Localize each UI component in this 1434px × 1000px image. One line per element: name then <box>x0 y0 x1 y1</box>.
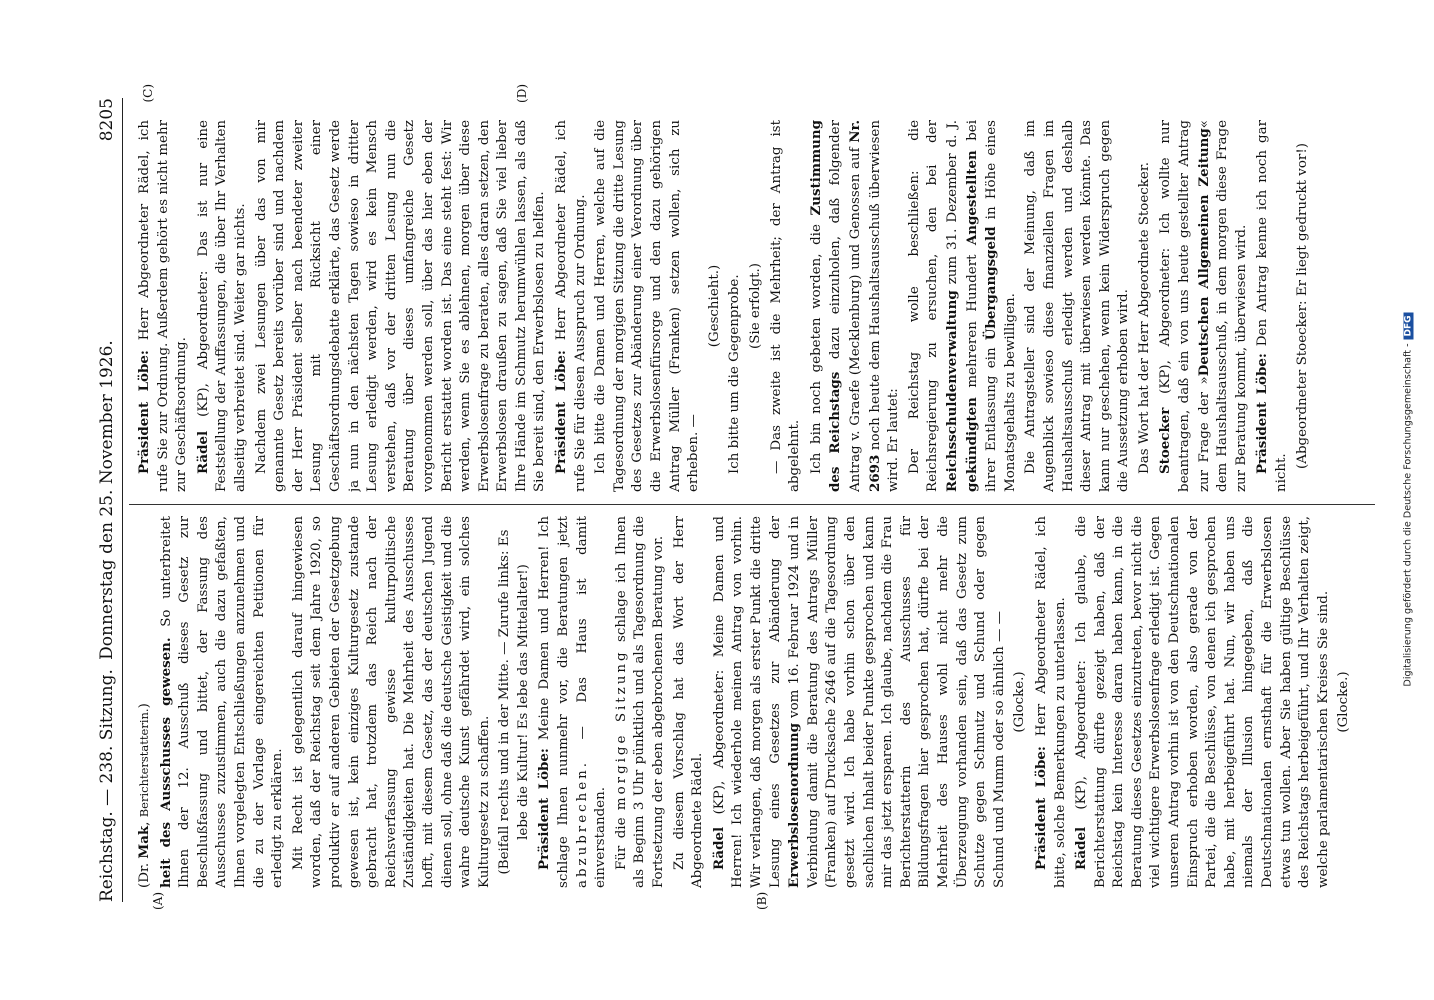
right-column-paragraph: Das Wort hat der Herr Abgeordnete Stoecker. <box>1136 161 1152 474</box>
right-column-paragraph: Der Reichstag wolle beschließen: die Reichsregierung zu ersuchen, den bei der Reichsschuldenverwaltung zum 31. Dezember d. J. gekündigten mehreren Hundert Angestellten bei ihrer Entlassung ein Übergangsgeld in Höhe eines Monatsgehalts zu bewilligen. <box>906 120 1018 492</box>
page-header <box>95 98 125 902</box>
right-column-paragraph: (Geschieht.) <box>706 264 722 348</box>
left-column-paragraph: (Dr. Mak, Berichterstatterin.) <box>136 703 152 888</box>
right-column-paragraph: Rädel (KP), Abgeordneter: Das ist nur eine Feststellung der Auffassungen, die über Ihr Verhalten allseitig verbreitet sind. Weiter gar nichts. <box>194 120 248 492</box>
margin-label-c: (C) <box>141 84 155 103</box>
right-column-paragraph: Ich bitte die Damen und Herren, welche auf die Tagesordnung der morgigen Sitzung die dritte Lesung des Gesetzes zur Abänderung einer Verordnung über die Erwerbslosenfürsorge und den dazu gehörigen Antrag Müller (Franken) setzen wollen, sich zu erheben. — <box>593 120 702 492</box>
left-column-paragraph: Rädel (KP), Abgeordneter: Ich glaube, die Berichterstattung dürfte gezeigt haben, daß der Reichstag kein Interesse daran haben kann, in die Beratung dieses Gesetzes einzutreten, bevor nicht die viel wichtigere Erwerbslosenfrage erledigt ist. Gegen unseren Antrag vorhin ist von den Deutschnationalen Einspruch erhoben worden, also gerade von der Partei, die die Beschlüsse, von denen ich gesprochen habe, mit herbeigeführt hat. Nun, wir haben uns niemals der Illusion hingegeben, daß die Deutschnationalen ernsthaft für die Erwerbslosen etwas tun wollen. Aber Sie haben gültige Beschlüsse des Reichstags herbeigeführt, und Ihr Verhalten zeigt, welche parlamentarischen Kreises Sie sind. <box>1073 516 1331 888</box>
credit-text: Digitalisierung gefördert durch die Deutsche Forschungsgemeinschaft - <box>1402 343 1414 687</box>
left-column <box>135 516 1381 888</box>
left-column-paragraph: Präsident Löbe: Meine Damen und Herren! Ich schlage Ihnen nunmehr vor, die Beratungen jetzt abzubrechen. — Das Haus ist damit einverstanden. <box>536 516 609 888</box>
dfg-logo: DFG <box>1404 312 1414 339</box>
margin-label-b: (B) <box>755 891 769 910</box>
margin-label-d: (D) <box>515 84 529 103</box>
left-column-paragraph: Präsident Löbe: Herr Abgeordneter Rädel, ich bitte, solche Bemerkungen zu unterlassen. <box>1032 516 1068 888</box>
column-divider <box>129 504 1375 505</box>
right-column-paragraph: Ich bin noch gebeten worden, die Zustimmung des Reichstags dazu einzuholen, daß folgender Antrag v. Graefe (Mecklenburg) und Genossen auf Nr. 2693 noch heute dem Haushaltsausschuß überwiesen wird. Er lautet: <box>807 120 902 492</box>
right-column-paragraph: (Abgeordneter Stoecker: Er liegt gedruckt vor!) <box>1294 143 1310 469</box>
header-rule <box>122 98 123 902</box>
right-column-paragraph: (Sie erfolgt.) <box>748 263 763 349</box>
left-column-paragraph: Rädel (KP), Abgeordneter: Meine Damen und Herren! Ich wiederhole meinen Antrag von vorhin. Wir verlangen, daß morgen als erster Punkt die dritte Lesung eines Gesetzes zur Abänderung der Erwerbslosenordnung vom 16. Februar 1924 und in Verbindung damit die Beratung des Antrags Müller (Franken) auf Drucksache 2646 auf die Tagesordnung gesetzt wird. Ich habe vorhin schon über den sachlichen Inhalt beider Punkte gesprochen und kann mir das jetzt ersparen. Ich glaube, nachdem die Frau Berichterstatterin des Ausschusses für Bildungsfragen hier gesprochen hat, dürfte bei der Mehrheit des Hauses wohl nicht mehr die Überzeugung vorhanden sein, daß das Gesetz zum Schutze gegen Schmutz und Schund oder gegen Schund und Mumm oder so ähnlich — — <box>710 516 1007 888</box>
digitization-credit <box>1403 10 1414 990</box>
header-center: Donnerstag den 25. November 1926. <box>97 340 117 660</box>
right-column <box>135 120 1381 492</box>
left-column-paragraph: (Glocke.) <box>1012 671 1028 733</box>
right-column-paragraph: Präsident Löbe: Herr Abgeordneter Rädel, ich rufe Sie zur Ordnung. Außerdem gehört es nicht mehr zur Geschäftsordnung. <box>136 120 190 492</box>
margin-label-a: (A) <box>151 891 165 910</box>
right-column-paragraph: — Das zweite ist die Mehrheit; der Antrag ist abgelehnt. <box>768 120 803 492</box>
right-column-paragraph: Präsident Löbe: Herr Abgeordneter Rädel, ich rufe Sie für diesen Ausspruch zur Ordnung. <box>553 120 588 492</box>
left-column-paragraph: heit des Ausschusses gewesen. So unterbreitet Ihnen der 12. Ausschuß dieses Gesetz zur Beschlußfassung und bittet, der Fassung des Ausschusses zuzustimmen, auch die dazu gefaßten, Ihnen vorgelegten Entschließungen anzunehmen und die zu der Vorlage eingereichten Petitionen für erledigt zu erklären. <box>157 516 286 888</box>
left-column-paragraph: Zu diesem Vorschlag hat das Wort der Herr Abgeordnete Rädel. <box>671 516 706 888</box>
left-column-paragraph: (Glocke.) <box>1336 671 1352 733</box>
document-page <box>95 84 1385 910</box>
left-column-paragraph: (Beifall rechts und in der Mitte. — Zurufe links: Es lebe die Kultur! Es lebe das Mittelalter!) <box>497 529 531 875</box>
right-column-paragraph: Präsident Löbe: Den Antrag kenne ich noch gar nicht. <box>1254 120 1290 492</box>
left-column-paragraph: Für die morgige Sitzung schlage ich Ihnen als Beginn 3 Uhr pünktlich und als Tagesordnung die Fortsetzung der eben abgebrochenen Beratung vor. <box>613 516 667 888</box>
right-column-paragraph: Ich bitte um die Gegenprobe. <box>727 274 743 474</box>
right-column-paragraph: Stoecker (KP), Abgeordneter: Ich wollte nur beantragen, daß ein von uns heute gestellter Antrag zur Frage der »Deutschen Allgemeinen Zeitung« dem Haushaltsausschuß, in dem morgen diese Frage zur Beratung kommt, überwiesen wird. <box>1157 120 1249 492</box>
right-column-paragraph: Die Antragsteller sind der Meinung, daß im Augenblick sowieso diese finanziellen Fragen im Haushaltsausschuß erledigt werden und deshalb dieser Antrag mit überwiesen werden könnte. Das kann nur geschehen, wenn kein Widerspruch gegen die Aussetzung erhoben wird. <box>1023 120 1132 492</box>
header-left: Reichstag. — 238. Sitzung. <box>97 669 117 902</box>
right-column-paragraph: Nachdem zwei Lesungen über das von mir genannte Gesetz bereits vorüber sind und nachdem der Herr Präsident selber nach beendeter zweiter Lesung mit Rücksicht einer Geschäftsordnungsdebatte erklärte, das Gesetz werde ja nun in den nächsten Tagen sowieso in dritter Lesung erledigt werden, wird es kein Mensch verstehen, daß vor der dritten Lesung nun die Beratung über dieses umfangreiche Gesetz vorgenommen werden soll, über das hier eben der Bericht erstattet worden ist. Das eine steht fest: Wir werden, wenn Sie es ablehnen, morgen über diese Erwerbslosenfrage zu beraten, alles daran setzen, den Erwerbslosen draußen zu sagen, daß Sie viel lieber Ihre Hände im Schmutz herumwühlen lassen, als daß Sie bereit sind, den Erwerbslosen zu helfen. <box>253 120 548 492</box>
page-number: 8205 <box>97 98 117 142</box>
left-column-paragraph: Mit Recht ist gelegentlich darauf hingewiesen worden, daß der Reichstag seit dem Jahre 1920, so produktiv er auf anderen Gebieten der Gesetzgebung gewesen ist, kein einziges Kulturgesetz zustande gebracht hat, trotzdem das Reich nach der Reichsverfassung gewisse kulturpolitische Zuständigkeiten hat. Die Mehrheit des Ausschusses hofft, mit diesem Gesetz, das der deutschen Jugend dienen soll, ohne daß die deutsche Geistigkeit und die wahre deutsche Kunst gefährdet wird, ein solches Kulturgesetz zu schaffen. <box>290 516 492 888</box>
